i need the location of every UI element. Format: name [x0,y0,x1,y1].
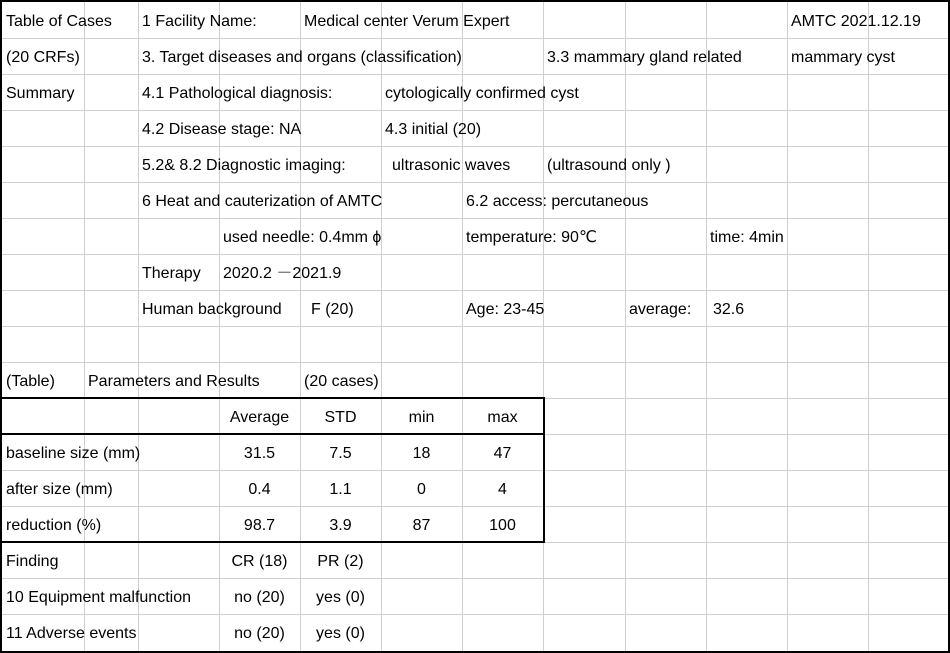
stage-label: 4.2 Disease stage: NA [142,121,302,138]
therapy-period: 2020.2 －2021.9 [223,265,342,282]
summary-label: Summary [6,85,75,102]
table-border [2,541,545,543]
crf-count: (20 CRFs) [6,49,80,66]
grid-line [2,146,950,147]
table-border [543,397,545,543]
cell-std: 3.9 [329,517,352,534]
grid-line [2,110,950,111]
page-title: Table of Cases [6,13,112,30]
grid-line [868,2,869,653]
grid-line [138,2,139,653]
initial-count: 4.3 initial (20) [385,121,482,138]
cell-min: 18 [412,445,431,462]
table-border [2,397,545,399]
row-label: reduction (%) [6,517,102,534]
temperature-value: temperature: 90℃ [466,229,597,246]
access-value: 6.2 access: percutaneous [466,193,649,210]
document-code: AMTC 2021.12.19 [791,13,921,30]
facility-name: Medical center Verum Expert [304,13,510,30]
grid-line [2,578,950,579]
finding-pr: PR (2) [317,553,364,570]
target-label: 3. Target diseases and organs (classification) [142,49,462,66]
cell-std: 7.5 [329,445,352,462]
age-range: Age: 23-45 [466,301,545,318]
average-age: 32.6 [713,301,745,318]
adverse-no: no (20) [234,625,285,642]
grid-line [2,326,950,327]
grid-line [2,614,950,615]
row-label: after size (mm) [6,481,113,498]
cell-average: 98.7 [243,517,276,534]
imaging-method: ultrasonic waves [392,157,511,174]
heat-label: 6 Heat and cauterization of AMTC [142,193,383,210]
cell-average: 31.5 [243,445,276,462]
table-cases: (20 cases) [304,373,379,390]
grid-line [2,362,950,363]
column-header: min [408,409,435,426]
time-value: time: 4min [710,229,784,246]
finding-cr: CR (18) [231,553,288,570]
column-header: max [487,409,518,426]
table-border [2,433,545,435]
pathology-value: cytologically confirmed cyst [385,85,579,102]
cell-min: 0 [417,481,426,498]
grid-line [2,506,950,507]
equipment-no: no (20) [234,589,285,606]
needle-value: used needle: 0.4mm ϕ [223,229,382,246]
cell-max: 100 [489,517,516,534]
cell-max: 47 [493,445,512,462]
imaging-note: (ultrasound only ) [547,157,671,174]
grid-line [787,2,788,653]
grid-line [2,290,950,291]
sex-value: F (20) [311,301,354,318]
target-category: 3.3 mammary gland related [547,49,742,66]
grid-line [2,470,950,471]
table-title: Parameters and Results [88,373,260,390]
grid-line [381,2,382,653]
grid-line [84,2,85,653]
equipment-yes: yes (0) [316,589,365,606]
row-label: baseline size (mm) [6,445,141,462]
grid-line [625,2,626,653]
background-label: Human background [142,301,282,318]
pathology-label: 4.1 Pathological diagnosis: [142,85,333,102]
finding-label: Finding [6,553,59,570]
grid-line [2,254,950,255]
adverse-label: 11 Adverse events [6,625,137,642]
grid-line [2,38,950,39]
grid-line [706,2,707,653]
grid-line [2,182,950,183]
cell-min: 87 [412,517,431,534]
cell-average: 0.4 [248,481,271,498]
therapy-label: Therapy [142,265,201,282]
equipment-label: 10 Equipment malfunction [6,590,191,606]
average-label: average: [629,301,692,318]
column-header: STD [324,409,357,426]
facility-label: 1 Facility Name: [142,13,257,30]
cell-std: 1.1 [329,481,352,498]
adverse-yes: yes (0) [316,625,365,642]
grid-line [2,218,950,219]
cell-max: 4 [498,481,507,498]
imaging-label: 5.2& 8.2 Diagnostic imaging: [142,157,346,174]
table-label: (Table) [6,373,55,390]
grid-line [2,74,950,75]
target-value: mammary cyst [791,49,895,66]
column-header: Average [229,409,290,426]
